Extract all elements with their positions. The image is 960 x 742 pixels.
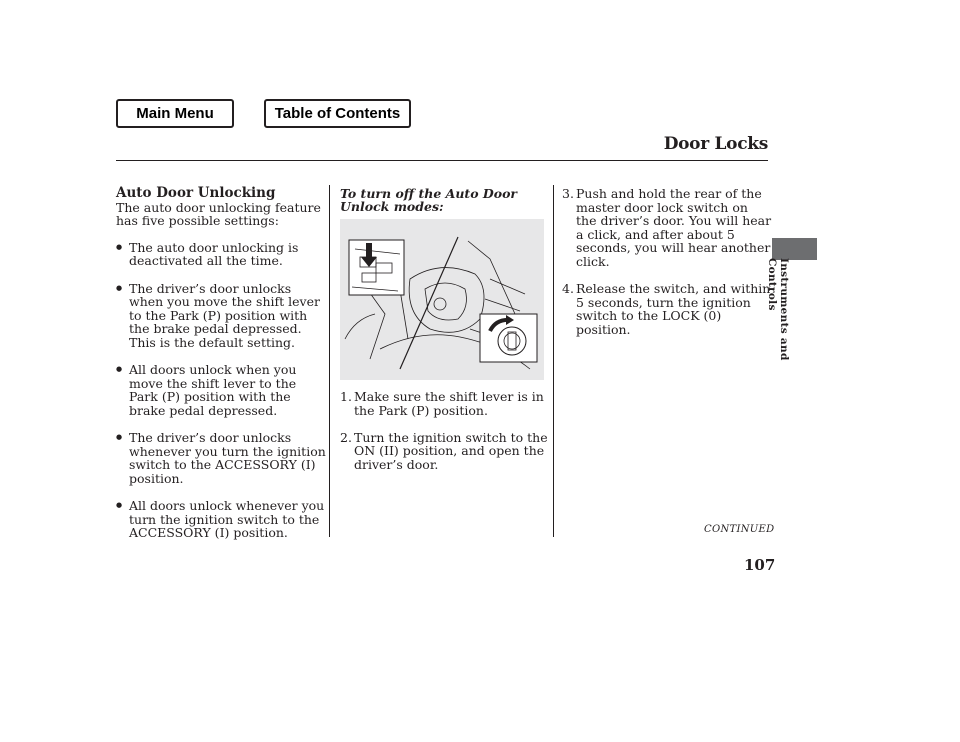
column-divider-left [329,185,330,537]
list-item: ● The auto door unlocking is deactivated all the time. [116,241,326,268]
default-note: This is the default setting. [129,334,296,350]
intro-text: The auto door unlocking feature has five possible settings: [116,199,321,229]
continued-label: CONTINUED [704,524,775,535]
table-of-contents-button[interactable]: Table of Contents [264,99,411,128]
section-side-label: Instruments and Controls [766,258,790,361]
steps-second [562,187,772,350]
page-number: 107 [744,556,776,574]
column-divider-right [553,185,554,537]
section-heading: Auto Door Unlocking [116,185,276,201]
header-divider [116,160,768,161]
list-item: ● All doors unlock whenever you turn the ignition switch to the ACCESSORY (I) position. [116,499,326,540]
column-auto-door-unlocking [116,187,326,553]
page-title: Door Locks [663,134,768,154]
list-item: 1. Make sure the shift lever is in the Park (P) position. [340,389,544,418]
list-item: ● The driver’s door unlocks whenever you turn the ignition switch to the ACCESSORY (I) position. [116,431,326,485]
section-tab-marker [772,238,817,260]
list-item: ● The driver’s door unlocks when you move the shift lever to the Park (P) position with the brake pedal depressed. This is the default setting. [116,282,326,350]
door-lock-illustration [340,219,544,380]
steps-list-second [562,187,772,337]
main-menu-button[interactable]: Main Menu [116,99,234,128]
settings-list [116,241,326,540]
list-item: ● All doors unlock when you move the shift lever to the Park (P) position with the brake pedal depressed. [116,363,326,417]
instructions-heading: To turn off the Auto Door Unlock modes: [340,186,517,214]
steps-list-first [340,390,550,472]
list-item: 2. Turn the ignition switch to the ON (II) position, and open the driver’s door. [340,429,548,472]
list-item: 4. Release the switch, and within 5 seconds, turn the ignition switch to the LOCK (0) position. [562,281,771,337]
column-turn-off-instructions [340,187,550,213]
list-item: 3. Push and hold the rear of the master door lock switch on the driver’s door. You will hear a click, and after about 5 seconds, you will hear another click. [562,186,772,269]
steps-first [340,390,550,485]
